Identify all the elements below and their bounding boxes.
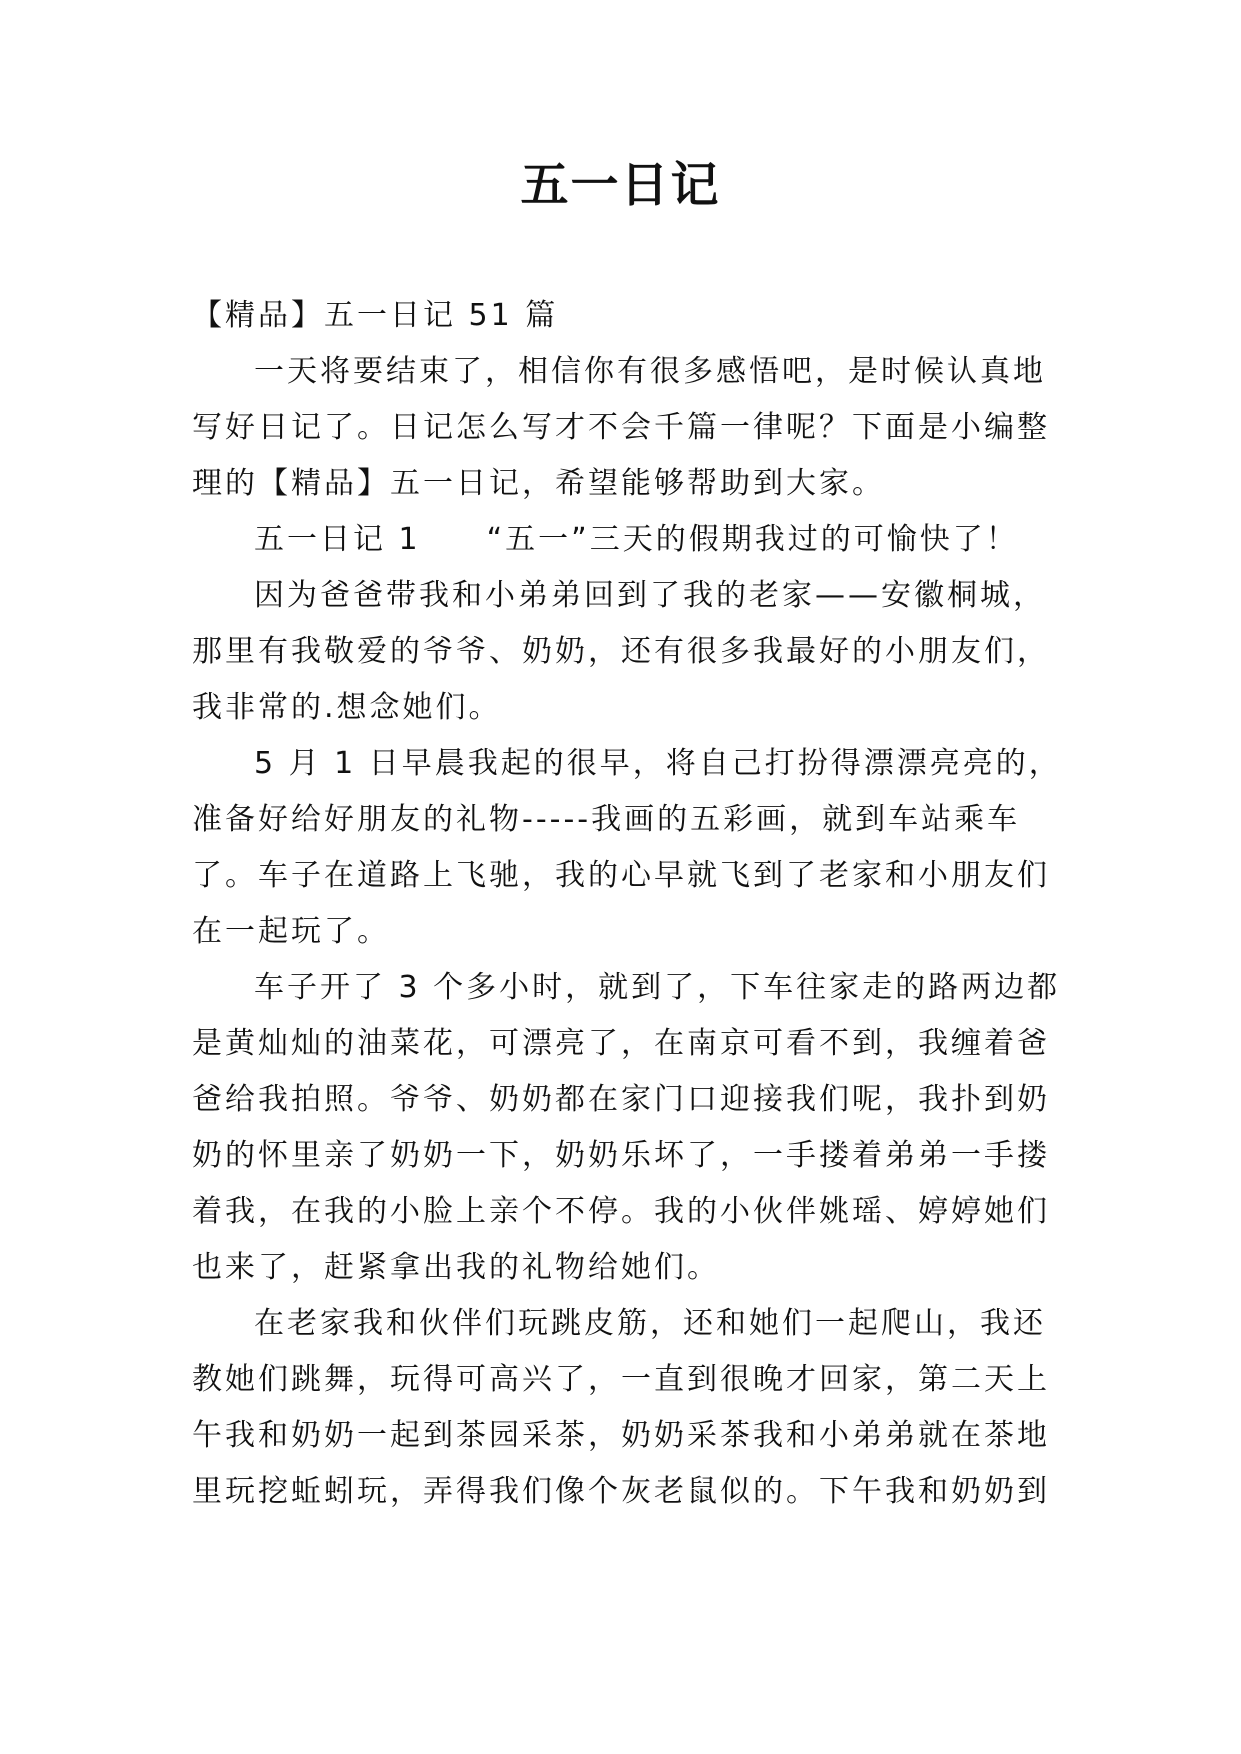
text-line: 午我和奶奶一起到茶园采茶，奶奶采茶我和小弟弟就在茶地 (192, 1418, 1050, 1453)
text-line: 理的【精品】五一日记，希望能够帮助到大家。 (192, 466, 885, 501)
page-title: 五一日记 (520, 157, 721, 213)
text-line: 爸给我拍照。爷爷、奶奶都在家门口迎接我们呢，我扑到奶 (192, 1082, 1050, 1117)
text-line: 一天将要结束了，相信你有很多感悟吧，是时候认真地 (254, 354, 1046, 389)
text-line: 着我，在我的小脸上亲个不停。我的小伙伴姚瑶、婷婷她们 (192, 1194, 1050, 1229)
text-line: 我非常的.想念她们。 (192, 690, 502, 725)
document-body (192, 288, 1062, 1520)
text-line: 那里有我敬爱的爷爷、奶奶，还有很多我最好的小朋友们， (192, 634, 1050, 669)
text-line: 也来了，赶紧拿出我的礼物给她们。 (192, 1250, 720, 1285)
text-line: 里玩挖蚯蚓玩，弄得我们像个灰老鼠似的。下午我和奶奶到 (192, 1474, 1050, 1509)
text-line: 在老家我和伙伴们玩跳皮筋，还和她们一起爬山，我还 (254, 1306, 1046, 1341)
text-line: 写好日记了。日记怎么写才不会千篇一律呢？下面是小编整 (192, 410, 1050, 445)
text-line: 是黄灿灿的油菜花，可漂亮了，在南京可看不到，我缠着爸 (192, 1026, 1050, 1061)
text-line: 在一起玩了。 (192, 914, 390, 949)
text-line: 奶的怀里亲了奶奶一下，奶奶乐坏了，一手搂着弟弟一手搂 (192, 1138, 1050, 1173)
text-line: 了。车子在道路上飞驰，我的心早就飞到了老家和小朋友们 (192, 858, 1050, 893)
text-line: 五一日记 1 “五一”三天的假期我过的可愉快了！ (254, 522, 1019, 557)
text-line: 准备好给好朋友的礼物-----我画的五彩画，就到车站乘车 (192, 802, 1021, 837)
text-line: 【精品】五一日记 51 篇 (192, 298, 559, 333)
text-line: 教她们跳舞，玩得可高兴了，一直到很晚才回家，第二天上 (192, 1362, 1050, 1397)
text-line: 车子开了 3 个多小时，就到了，下车往家走的路两边都 (254, 970, 1061, 1005)
text-line: 因为爸爸带我和小弟弟回到了我的老家——安徽桐城， (254, 578, 1046, 613)
text-line: 5 月 1 日早晨我起的很早，将自己打扮得漂漂亮亮的， (254, 746, 1062, 781)
